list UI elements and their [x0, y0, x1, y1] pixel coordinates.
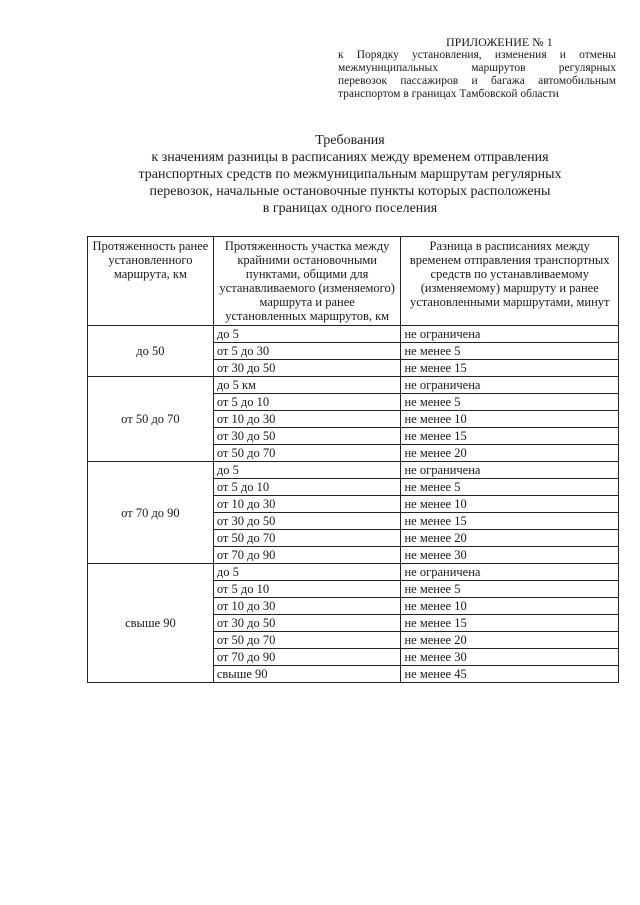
table-row	[88, 462, 619, 479]
title-line: в границах одного поселения	[262, 201, 438, 216]
appendix-line: транспортом в границах Тамбовской области	[338, 88, 559, 100]
segment-length-cell: до 5	[213, 326, 401, 343]
route-length-cell: свыше 90	[88, 564, 214, 683]
requirements-table	[87, 236, 619, 683]
segment-length-cell: от 30 до 50	[213, 615, 401, 632]
appendix-line: межмуниципальных маршрутов регулярных	[338, 62, 616, 74]
schedule-difference-cell: не менее 5	[401, 479, 619, 496]
schedule-difference-cell: не менее 10	[401, 411, 619, 428]
title-line: перевозок, начальные остановочные пункты которых расположены	[149, 184, 551, 199]
schedule-difference-cell: не менее 10	[401, 496, 619, 513]
schedule-difference-cell: не менее 20	[401, 632, 619, 649]
schedule-difference-cell: не ограничена	[401, 564, 619, 581]
schedule-difference-cell: не ограничена	[401, 377, 619, 394]
schedule-difference-cell: не менее 30	[401, 547, 619, 564]
table-body	[88, 326, 619, 683]
appendix-block	[338, 36, 616, 101]
route-length-cell: от 50 до 70	[88, 377, 214, 462]
document-title	[80, 132, 620, 217]
header-route-length: Протяженность ранее установленного маршрута, км	[88, 237, 214, 326]
segment-length-cell: от 50 до 70	[213, 632, 401, 649]
segment-length-cell: от 10 до 30	[213, 496, 401, 513]
title-line: транспортных средств по межмуниципальным маршрутам регулярных	[138, 167, 562, 182]
segment-length-cell: от 30 до 50	[213, 428, 401, 445]
segment-length-cell: свыше 90	[213, 666, 401, 683]
schedule-difference-cell: не менее 5	[401, 394, 619, 411]
table-header-row	[88, 237, 619, 326]
table-row	[88, 326, 619, 343]
segment-length-cell: от 50 до 70	[213, 445, 401, 462]
segment-length-cell: от 10 до 30	[213, 598, 401, 615]
segment-length-cell: от 30 до 50	[213, 513, 401, 530]
schedule-difference-cell: не менее 20	[401, 445, 619, 462]
schedule-difference-cell: не ограничена	[401, 326, 619, 343]
header-segment-length: Протяженность участка между крайними остановочными пунктами, общими для устанавливаемого (изменяемого) маршрута и ранее установленных маршрутов, км	[213, 237, 401, 326]
schedule-difference-cell: не менее 15	[401, 360, 619, 377]
segment-length-cell: от 5 до 10	[213, 479, 401, 496]
segment-length-cell: до 5	[213, 462, 401, 479]
schedule-difference-cell: не менее 30	[401, 649, 619, 666]
schedule-difference-cell: не менее 15	[401, 428, 619, 445]
appendix-line: к Порядку установления, изменения и отмены	[338, 49, 616, 61]
schedule-difference-cell: не менее 20	[401, 530, 619, 547]
table-row	[88, 377, 619, 394]
schedule-difference-cell: не менее 45	[401, 666, 619, 683]
title-line: к значениям разницы в расписаниях между временем отправления	[151, 150, 549, 165]
route-length-cell: до 50	[88, 326, 214, 377]
segment-length-cell: от 5 до 10	[213, 394, 401, 411]
segment-length-cell: от 70 до 90	[213, 649, 401, 666]
appendix-line: перевозок пассажиров и багажа автомобильным	[338, 75, 616, 87]
schedule-difference-cell: не менее 15	[401, 513, 619, 530]
segment-length-cell: от 5 до 30	[213, 343, 401, 360]
segment-length-cell: до 5	[213, 564, 401, 581]
route-length-cell: от 70 до 90	[88, 462, 214, 564]
segment-length-cell: от 5 до 10	[213, 581, 401, 598]
table-row	[88, 564, 619, 581]
header-schedule-difference: Разница в расписаниях между временем отправления транспортных средств по устанавливаемому (изменяемому) маршруту и ранее установленными маршрутами, минут	[401, 237, 619, 326]
appendix-heading: ПРИЛОЖЕНИЕ № 1	[446, 35, 553, 49]
segment-length-cell: до 5 км	[213, 377, 401, 394]
schedule-difference-cell: не менее 5	[401, 343, 619, 360]
segment-length-cell: от 10 до 30	[213, 411, 401, 428]
schedule-difference-cell: не менее 10	[401, 598, 619, 615]
schedule-difference-cell: не ограничена	[401, 462, 619, 479]
schedule-difference-cell: не менее 5	[401, 581, 619, 598]
segment-length-cell: от 70 до 90	[213, 547, 401, 564]
segment-length-cell: от 50 до 70	[213, 530, 401, 547]
title-line: Требования	[315, 133, 385, 148]
segment-length-cell: от 30 до 50	[213, 360, 401, 377]
schedule-difference-cell: не менее 15	[401, 615, 619, 632]
